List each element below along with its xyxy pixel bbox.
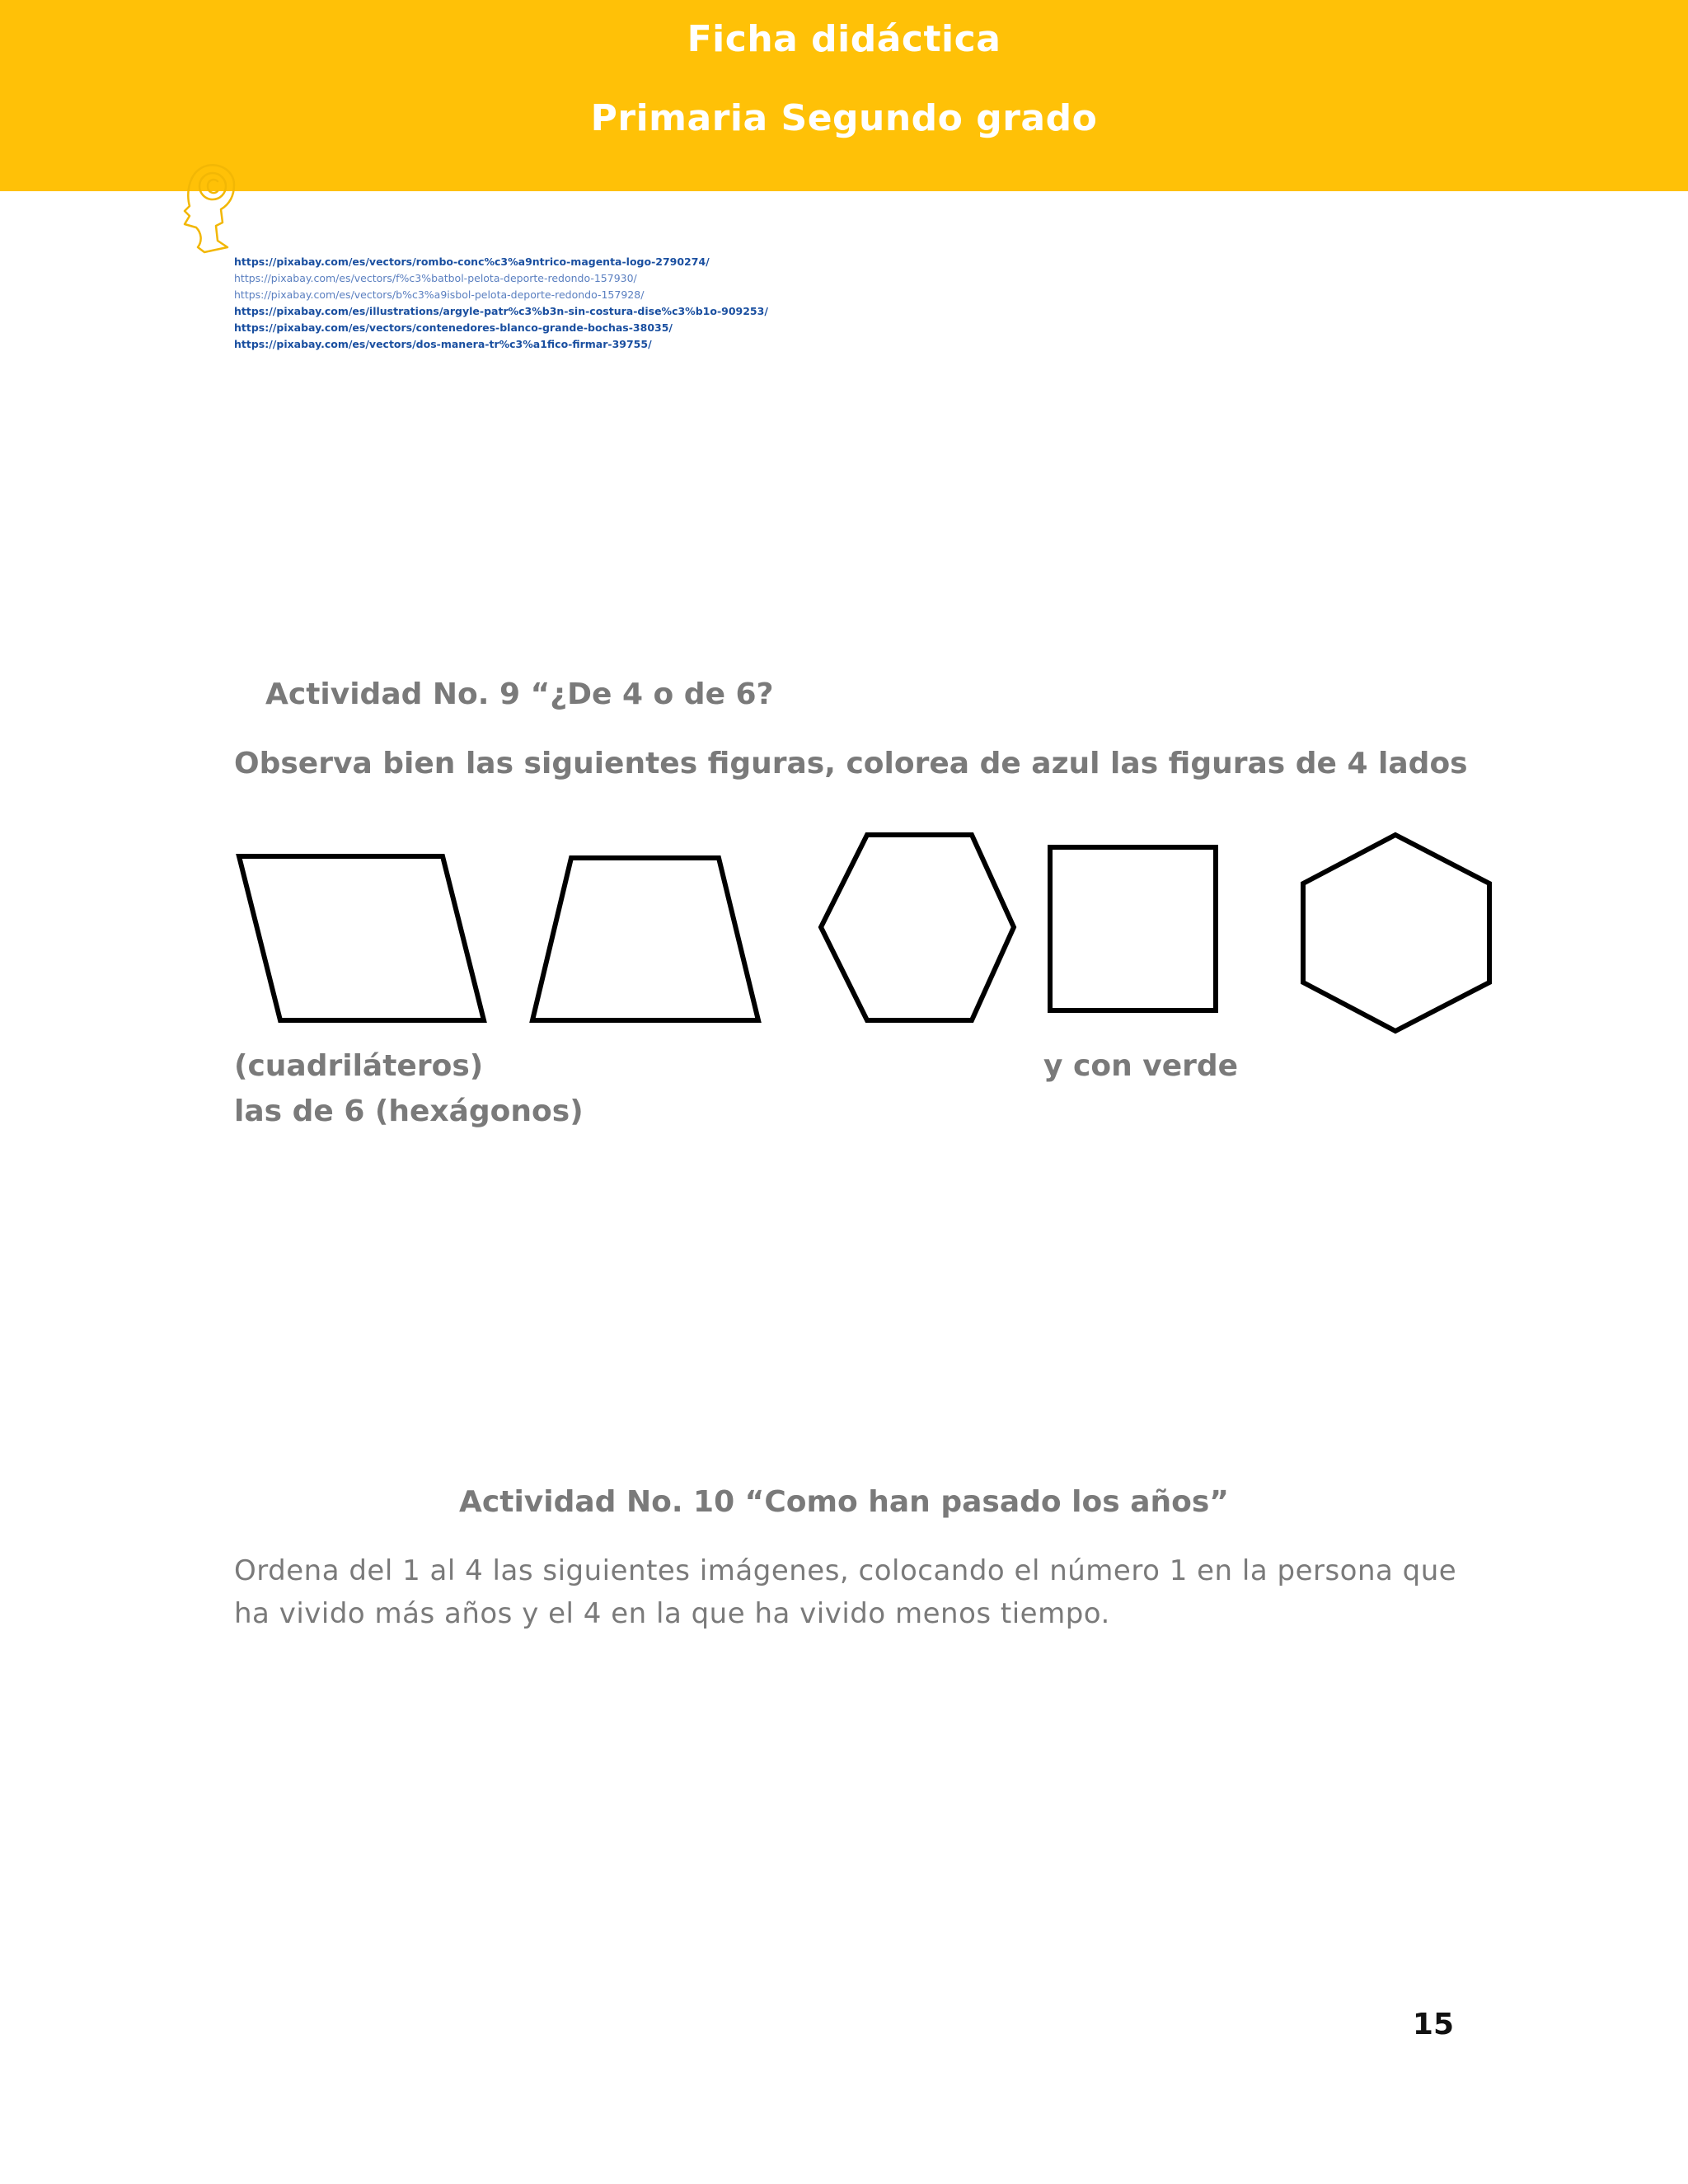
reference-link[interactable]: https://pixabay.com/es/vectors/f%c3%batbol-pelota-deporte-redondo-157930/ bbox=[234, 272, 637, 284]
activity9-part2: y con verde bbox=[1043, 1049, 1239, 1083]
square-shape bbox=[1050, 847, 1216, 1010]
reference-list bbox=[234, 254, 768, 353]
activity9-instruction: Observa bien las siguientes figuras, colorea de azul las figuras de 4 lados bbox=[234, 747, 1468, 780]
reference-link[interactable]: https://pixabay.com/es/vectors/dos-manera-tr%c3%a1fico-firmar-39755/ bbox=[234, 338, 652, 350]
head-copyright-icon bbox=[180, 162, 237, 254]
reference-link[interactable]: https://pixabay.com/es/vectors/rombo-conc%c3%a9ntrico-magenta-logo-2790274/ bbox=[234, 255, 710, 268]
rhomboid-shape bbox=[239, 856, 484, 1020]
reference-link[interactable]: https://pixabay.com/es/vectors/b%c3%a9isbol-pelota-deporte-redondo-157928/ bbox=[234, 288, 645, 301]
header-title: Ficha didáctica bbox=[687, 18, 1001, 60]
activity9-part1: (cuadriláteros) bbox=[234, 1049, 484, 1083]
activity10-title: Actividad No. 10 “Como han pasado los años” bbox=[459, 1485, 1229, 1519]
header-subtitle: Primaria Segundo grado bbox=[590, 97, 1098, 139]
trapezoid-shape bbox=[532, 858, 758, 1020]
page-number: 15 bbox=[1412, 2008, 1454, 2041]
activity9-part3: las de 6 (hexágonos) bbox=[234, 1094, 584, 1128]
activity10-text: Ordena del 1 al 4 las siguientes imágenes, colocando el número 1 en la persona que ha vivido más años y el 4 en la que ha vivido menos tiempo. bbox=[234, 1554, 1457, 1630]
hexagon-shape bbox=[1303, 835, 1489, 1031]
header-banner bbox=[0, 0, 1688, 191]
activity9-title: Actividad No. 9 “¿De 4 o de 6? bbox=[265, 677, 774, 711]
hexagon-shape bbox=[821, 835, 1014, 1020]
reference-link[interactable]: https://pixabay.com/es/illustrations/argyle-patr%c3%b3n-sin-costura-dise%c3%b1o-909253/ bbox=[234, 305, 768, 317]
reference-link[interactable]: https://pixabay.com/es/vectors/contenedores-blanco-grande-bochas-38035/ bbox=[234, 321, 673, 334]
